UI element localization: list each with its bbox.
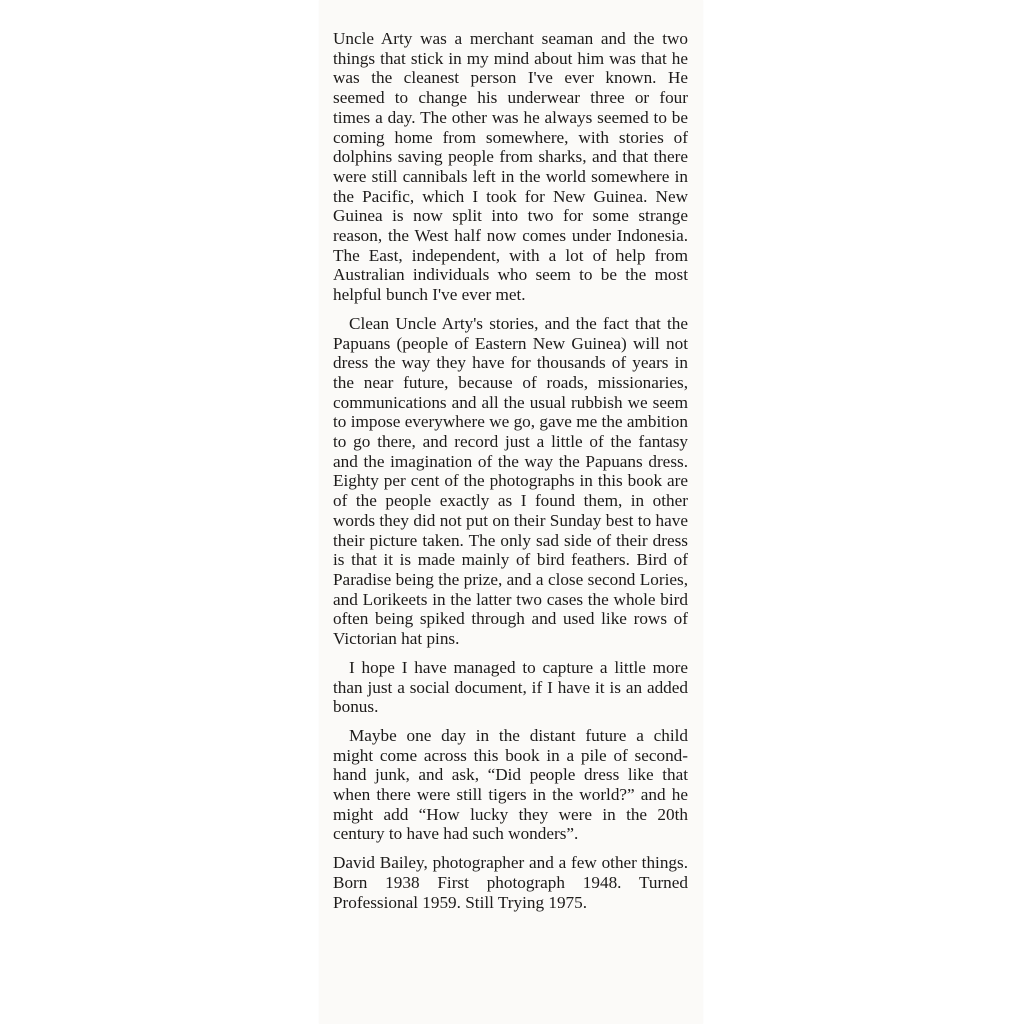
paragraph-1: Uncle Arty was a merchant seaman and the two things that stick in my mind about him was that he was the cleanest person I've ever known. He seemed to change his underwear three or four times a day. The other was he always seemed to be coming home from somewhere, with stories of dolphins saving people from sharks, and that there were still cannibals left in the world somewhere in the Pacific, which I took for New Guinea. New Guinea is now split into two for some strange reason, the West half now comes under Indonesia. The East, independent, with a lot of help from Australian individuals who seem to be the most helpful bunch I've ever met. bbox=[333, 29, 688, 305]
text-column bbox=[333, 29, 688, 912]
book-page bbox=[319, 0, 703, 1024]
paragraph-3: I hope I have managed to capture a little more than just a social document, if I have it is an added bonus. bbox=[333, 657, 688, 717]
author-signature: David Bailey, photographer and a few other things. Born 1938 First photograph 1948. Turned Professional 1959. Still Trying 1975. bbox=[333, 853, 688, 912]
paragraph-4: Maybe one day in the distant future a child might come across this book in a pile of second-hand junk, and ask, “Did people dress like that when there were still tigers in the world?” and he might add “How lucky they were in the 20th century to have had such wonders”. bbox=[333, 725, 688, 844]
paragraph-2: Clean Uncle Arty's stories, and the fact that the Papuans (people of Eastern New Guinea) will not dress the way they have for thousands of years in the near future, because of roads, missionaries, communications and all the usual rubbish we seem to impose everywhere we go, gave me the ambition to go there, and record just a little of the fantasy and the imagination of the way the Papuans dress. Eighty per cent of the photographs in this book are of the people exactly as I found them, in other words they did not put on their Sunday best to have their picture taken. The only sad side of their dress is that it is made mainly of bird feathers. Bird of Paradise being the prize, and a close second Lories, and Lorikeets in the latter two cases the whole bird often being spiked through and used like rows of Victorian hat pins. bbox=[333, 313, 688, 649]
